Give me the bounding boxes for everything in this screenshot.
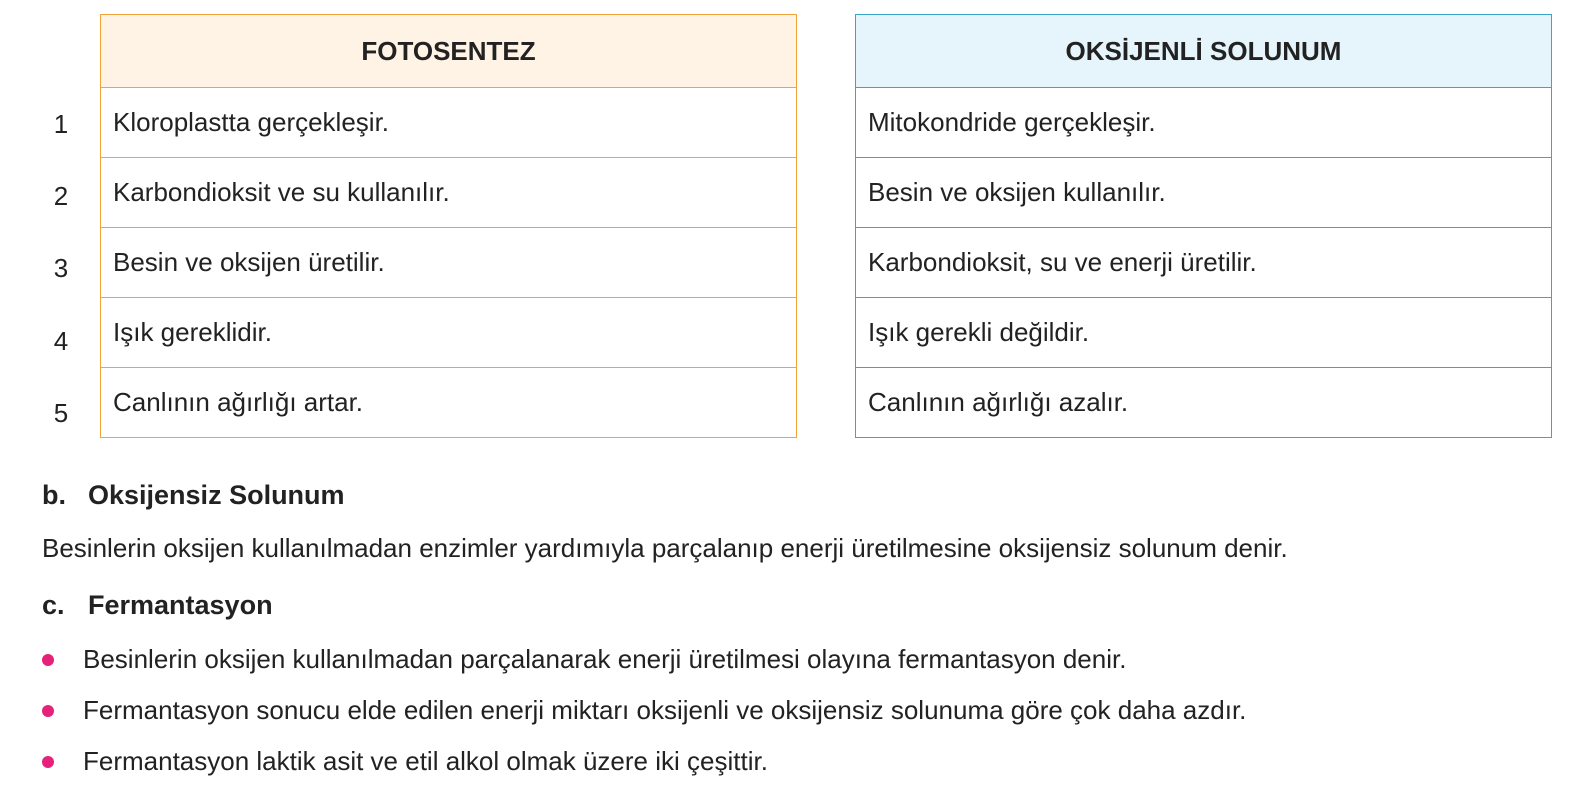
oksijenli-solunum-cell: Işık gerekli değildir. <box>856 298 1552 368</box>
fotosentez-table <box>100 14 797 438</box>
bullet-text: Besinlerin oksijen kullanılmadan parçalanarak enerji üretilmesi olayına fermantasyon denir. <box>83 644 1127 674</box>
row-number: 2 <box>53 181 69 212</box>
section-b-heading <box>42 480 345 511</box>
oksijenli-solunum-header: OKSİJENLİ SOLUNUM <box>856 15 1552 88</box>
fotosentez-cell: Karbondioksit ve su kullanılır. <box>101 158 797 228</box>
section-c-letter: c. <box>42 590 65 620</box>
oksijenli-solunum-cell: Karbondioksit, su ve enerji üretilir. <box>856 228 1552 298</box>
section-c-title: Fermantasyon <box>88 590 273 620</box>
bullet-dot-icon <box>42 705 54 717</box>
row-number: 5 <box>53 397 69 428</box>
fotosentez-cell: Işık gereklidir. <box>101 298 797 368</box>
row-number: 4 <box>53 325 69 356</box>
row-number: 3 <box>53 253 69 284</box>
row-number: 1 <box>53 109 69 139</box>
section-c-heading <box>42 590 273 621</box>
list-item <box>42 693 1246 744</box>
oksijenli-solunum-cell: Canlının ağırlığı azalır. <box>856 368 1552 438</box>
fotosentez-cell: Canlının ağırlığı artar. <box>101 368 797 438</box>
oksijenli-solunum-cell: Besin ve oksijen kullanılır. <box>856 158 1552 228</box>
bullet-text: Fermantasyon sonucu elde edilen enerji miktarı oksijenli ve oksijensiz solunuma göre çok daha azdır. <box>83 695 1247 725</box>
oksijenli-solunum-table <box>855 14 1552 438</box>
bullet-dot-icon <box>42 756 54 768</box>
bullet-text: Fermantasyon laktik asit ve etil alkol olmak üzere iki çeşittir. <box>83 746 768 776</box>
list-item <box>42 744 1246 795</box>
row-numbers <box>40 88 82 449</box>
fermantasyon-bullet-list <box>42 642 1246 795</box>
fotosentez-cell: Kloroplastta gerçekleşir. <box>101 88 797 158</box>
oksijenli-solunum-cell: Mitokondride gerçekleşir. <box>856 88 1552 158</box>
fotosentez-cell: Besin ve oksijen üretilir. <box>101 228 797 298</box>
section-b-title: Oksijensiz Solunum <box>88 480 345 510</box>
list-item <box>42 642 1246 693</box>
section-b-letter: b. <box>42 480 66 510</box>
section-b-paragraph: Besinlerin oksijen kullanılmadan enzimler yardımıyla parçalanıp enerji üretilmesine oksijensiz solunum denir. <box>42 533 1288 563</box>
bullet-dot-icon <box>42 654 54 666</box>
fotosentez-header: FOTOSENTEZ <box>101 15 797 88</box>
